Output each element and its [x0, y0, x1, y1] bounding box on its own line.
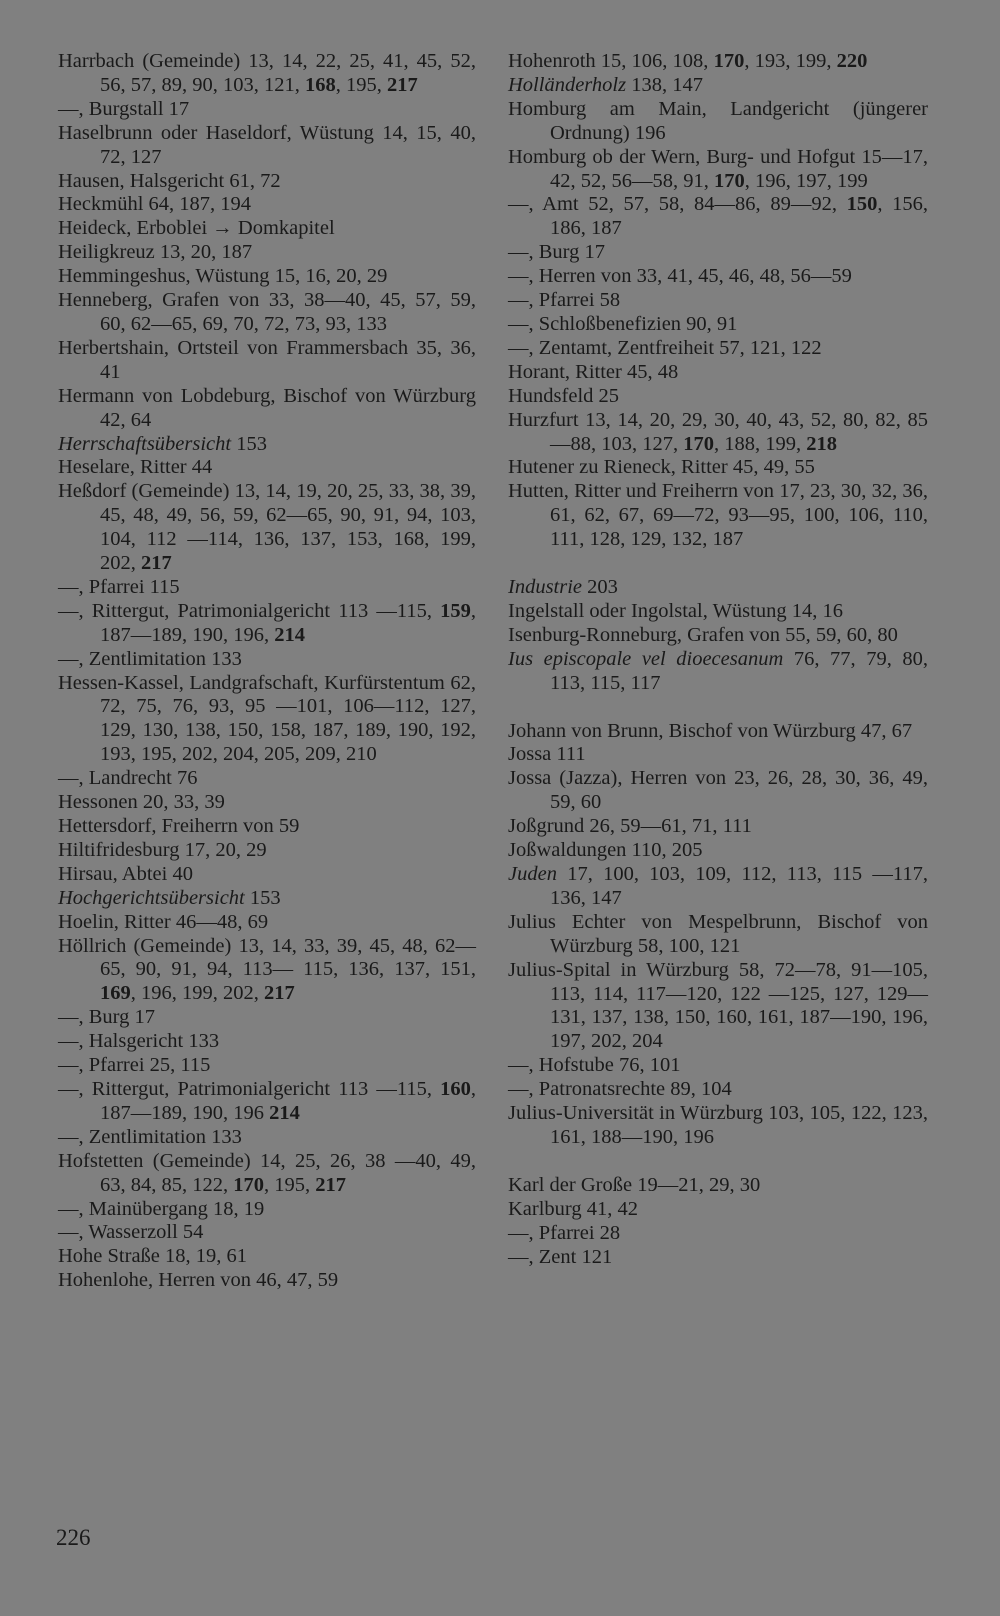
- entry-text: Haselbrunn oder Haseldorf, Wüstung 14, 15, 40, 72, 127: [58, 121, 476, 168]
- entry-text: Hausen, Halsgericht 61, 72: [58, 169, 281, 192]
- entry-text: , 188, 199,: [714, 432, 807, 455]
- entry-text: Isenburg-Ronneburg, Grafen von 55, 59, 60, 80: [508, 623, 898, 646]
- bold-page-ref: 218: [806, 432, 837, 455]
- entry-text: Karl der Große 19—21, 29, 30: [508, 1173, 761, 1196]
- entry-text: —, Landrecht 76: [58, 767, 198, 790]
- entry-text: —, Zentamt, Zentfreiheit 57, 121, 122: [508, 336, 822, 359]
- index-entry: [58, 1126, 476, 1150]
- index-entry: [58, 98, 476, 122]
- index-entry: [58, 289, 476, 337]
- entry-text: , 196, 197, 199: [744, 169, 868, 192]
- letter-section-gap: [508, 552, 928, 576]
- index-entry: [58, 1221, 476, 1245]
- index-entry: [508, 720, 928, 744]
- index-entry: [508, 648, 928, 696]
- index-entry: [58, 433, 476, 457]
- index-entry: [508, 265, 928, 289]
- entry-text: —, Pfarrei 58: [508, 289, 621, 312]
- entry-text: 76, 77, 79, 80, 113, 115, 117: [550, 647, 929, 694]
- bold-page-ref: 168: [305, 73, 336, 96]
- index-entry: [508, 839, 928, 863]
- entry-text: , 195,: [335, 73, 387, 96]
- entry-text: , 156, 186, 187: [550, 193, 928, 240]
- index-entry: [58, 767, 476, 791]
- entry-text: —, Schloßbenefizien 90, 91: [508, 312, 738, 335]
- entry-text: Heideck, Erboblei → Domkapitel: [58, 217, 335, 240]
- entry-text: Horant, Ritter 45, 48: [508, 360, 679, 383]
- entry-text: —, Halsgericht 133: [58, 1030, 220, 1053]
- entry-text: Joßwaldungen 110, 205: [508, 839, 703, 862]
- letter-section-gap: [508, 1150, 928, 1174]
- entry-text: Hettersdorf, Freiherrn von 59: [58, 815, 300, 837]
- entry-text: —, Rittergut, Patrimonialgericht 113 —115,: [58, 599, 441, 622]
- entry-text: —, Burgstall 17: [58, 97, 190, 120]
- index-entry: [508, 456, 928, 480]
- letter-section-gap: [508, 696, 928, 720]
- bold-page-ref: 150: [846, 193, 878, 216]
- entry-text: Hundsfeld 25: [508, 384, 620, 407]
- index-entry: [58, 672, 476, 768]
- entry-text: —, Herren von 33, 41, 45, 46, 48, 56—59: [508, 265, 852, 288]
- index-entry: [58, 122, 476, 170]
- index-entry: [508, 241, 928, 265]
- entry-text: Julius-Universität in Würzburg 103, 105, 122, 123, 161, 188—190, 196: [508, 1102, 928, 1148]
- entry-text: Hohe Straße 18, 19, 61: [58, 1245, 248, 1268]
- index-entry: [508, 1054, 928, 1078]
- entry-text: —, Burg 17: [58, 1006, 156, 1029]
- index-entry: [58, 815, 476, 839]
- index-entry: [58, 648, 476, 672]
- entry-text: —, Burg 17: [508, 241, 606, 264]
- index-entry: [508, 863, 928, 911]
- index-entry: [58, 1030, 476, 1054]
- entry-text: Hutener zu Rieneck, Ritter 45, 49, 55: [508, 456, 815, 479]
- index-entry: [58, 576, 476, 600]
- entry-text: —, Pfarrei 25, 115: [58, 1054, 211, 1077]
- index-entry: [508, 337, 928, 361]
- entry-text: Hofstetten (Gemeinde) 14, 25, 26, 38 —40, 49, 63, 84, 85, 122,: [58, 1149, 476, 1196]
- entry-text: Heßdorf (Gemeinde) 13, 14, 19, 20, 25, 33, 38, 39, 45, 48, 49, 56, 59, 62—65, 90, 91, 94, 103, 104, 112 —114, 136, 137, 153, 168, 199, 202,: [58, 480, 476, 575]
- entry-text: —, Pfarrei 28: [508, 1221, 621, 1244]
- entry-text: Heselare, Ritter 44: [58, 456, 213, 479]
- index-entry: [508, 1198, 928, 1222]
- entry-text: —, Amt 52, 57, 58, 84—86, 89—92,: [508, 193, 847, 216]
- entry-text: —, Rittergut, Patrimonialgericht 113 —115,: [58, 1077, 441, 1100]
- entry-text: 153: [231, 432, 267, 455]
- entry-text: Heckmühl 64, 187, 194: [58, 193, 252, 216]
- bold-page-ref: 170: [683, 432, 714, 455]
- entry-text: —, Mainübergang 18, 19: [58, 1197, 265, 1220]
- entry-text: —, Zentlimitation 133: [58, 647, 242, 670]
- entry-text: —, Pfarrei 115: [58, 575, 180, 598]
- index-entry: [58, 1054, 476, 1078]
- entry-text: —, Patronatsrechte 89, 104: [508, 1078, 732, 1101]
- entry-text: 153: [244, 886, 281, 909]
- italic-keyword: Industrie: [508, 576, 583, 599]
- index-entry: [508, 409, 928, 457]
- index-entry: [508, 600, 928, 624]
- entry-text: Henneberg, Grafen von 33, 38—40, 45, 57, 59, 60, 62—65, 69, 70, 72, 73, 93, 133: [58, 289, 476, 335]
- bold-page-ref: 170: [233, 1173, 264, 1196]
- entry-text: , 196, 199, 202,: [130, 982, 264, 1005]
- bold-page-ref: 214: [274, 623, 305, 646]
- entry-text: Hiltifridesburg 17, 20, 29: [58, 838, 267, 861]
- entry-text: Hurzfurt 13, 14, 20, 29, 30, 40, 43, 52, 80, 82, 85—88, 103, 127,: [508, 408, 928, 455]
- index-entry: [508, 1102, 928, 1150]
- entry-text: , 193, 199,: [744, 50, 837, 72]
- index-entry: [58, 337, 476, 385]
- entry-text: Hemmingeshus, Wüstung 15, 16, 20, 29: [58, 265, 388, 288]
- index-entry: [58, 1078, 476, 1126]
- index-entry: [58, 839, 476, 863]
- index-column-left: [58, 50, 476, 1293]
- index-entry: [58, 1245, 476, 1269]
- entry-text: Jossa 111: [508, 743, 586, 766]
- index-entry: [58, 1269, 476, 1293]
- bold-page-ref: 169: [100, 982, 131, 1005]
- index-entry: [508, 1222, 928, 1246]
- index-entry: [58, 217, 476, 241]
- entry-text: Hoelin, Ritter 46—48, 69: [58, 910, 269, 933]
- bold-page-ref: 170: [713, 50, 745, 72]
- index-entry: [508, 1078, 928, 1102]
- index-entry: [58, 170, 476, 194]
- entry-text: , 187—189, 190, 196: [100, 1077, 476, 1124]
- entry-text: Johann von Brunn, Bischof von Würzburg 47, 67: [508, 719, 913, 742]
- entry-text: 17, 100, 103, 109, 112, 113, 115 —117, 136, 147: [550, 863, 928, 909]
- entry-text: —, Zent 121: [508, 1245, 613, 1268]
- index-entry: [508, 1174, 928, 1198]
- entry-text: Hirsau, Abtei 40: [58, 862, 193, 885]
- index-entry: [508, 146, 928, 194]
- italic-keyword: Ius episcopale vel dioecesanum: [508, 647, 784, 670]
- entry-text: —, Zentlimitation 133: [58, 1125, 242, 1148]
- entry-text: , 187—189, 190, 196,: [100, 599, 476, 646]
- entry-text: Ingelstall oder Ingolstal, Wüstung 14, 16: [508, 599, 843, 622]
- bold-page-ref: 160: [440, 1077, 471, 1100]
- index-entry: [58, 1198, 476, 1222]
- bold-page-ref: 217: [264, 982, 295, 1005]
- index-entry: [58, 385, 476, 433]
- entry-text: Hohenroth 15, 106, 108,: [508, 50, 714, 72]
- index-entry: [58, 456, 476, 480]
- index-entry: [508, 576, 928, 600]
- entry-text: Höllrich (Gemeinde) 13, 14, 33, 39, 45, 48, 62—65, 90, 91, 94, 113— 115, 136, 137, 151,: [58, 934, 476, 981]
- entry-text: Joßgrund 26, 59—61, 71, 111: [508, 815, 752, 838]
- index-entry: [58, 600, 476, 648]
- entry-text: Hermann von Lobdeburg, Bischof von Würzburg 42, 64: [58, 384, 476, 431]
- index-entry: [508, 385, 928, 409]
- entry-text: Harrbach (Gemeinde) 13, 14, 22, 25, 41, 45, 52, 56, 57, 89, 90, 103, 121,: [58, 50, 476, 96]
- entry-text: Hohenlohe, Herren von 46, 47, 59: [58, 1269, 339, 1292]
- index-entry: [508, 480, 928, 552]
- entry-text: Karlburg 41, 42: [508, 1197, 639, 1220]
- index-entry: [508, 1246, 928, 1270]
- index-entry: [508, 313, 928, 337]
- bold-page-ref: 217: [387, 73, 418, 96]
- index-entry: [508, 193, 928, 241]
- entry-text: Hutten, Ritter und Freiherrn von 17, 23, 30, 32, 36, 61, 62, 67, 69—72, 93—95, 100, 106, 110, 111, 128, 129, 132, 187: [508, 480, 928, 551]
- entry-text: Julius-Spital in Würzburg 58, 72—78, 91—105, 113, 114, 117—120, 122 —125, 127, 129—131, 137, 138, 150, 160, 161, 187—190, 196, 197, 202, 204: [508, 958, 928, 1053]
- italic-keyword: Hochgerichtsübersicht: [58, 886, 245, 909]
- bold-page-ref: 220: [836, 50, 868, 72]
- index-entry: [58, 791, 476, 815]
- bold-page-ref: 217: [315, 1173, 346, 1196]
- bold-page-ref: 170: [714, 169, 745, 192]
- index-entry: [58, 911, 476, 935]
- index-entry: [508, 74, 928, 98]
- index-entry: [508, 743, 928, 767]
- index-entry: [508, 98, 928, 146]
- entry-text: 203: [582, 576, 618, 599]
- index-entry: [508, 815, 928, 839]
- index-entry: [58, 1150, 476, 1198]
- index-entry: [58, 887, 476, 911]
- entry-text: —, Hofstube 76, 101: [508, 1054, 681, 1077]
- index-entry: [58, 193, 476, 217]
- bold-page-ref: 214: [269, 1101, 300, 1124]
- italic-keyword: Juden: [508, 863, 557, 885]
- entry-text: 138, 147: [626, 73, 703, 96]
- index-entry: [508, 959, 928, 1055]
- index-entry: [58, 241, 476, 265]
- index-column-right: [508, 50, 928, 1270]
- index-entry: [508, 361, 928, 385]
- index-entry: [508, 50, 928, 74]
- index-entry: [58, 1006, 476, 1030]
- bold-page-ref: 217: [141, 552, 172, 575]
- entry-text: , 195,: [264, 1173, 316, 1196]
- entry-text: Herbertshain, Ortsteil von Frammersbach 35, 36, 41: [58, 336, 476, 383]
- page-number: 226: [56, 1525, 91, 1550]
- entry-text: Julius Echter von Mespelbrunn, Bischof von Würzburg 58, 100, 121: [508, 910, 928, 957]
- entry-text: Homburg ob der Wern, Burg- und Hofgut 15—17, 42, 52, 56—58, 91,: [508, 145, 928, 192]
- bold-page-ref: 159: [440, 599, 471, 622]
- entry-text: Jossa (Jazza), Herren von 23, 26, 28, 30, 36, 49, 59, 60: [508, 767, 928, 814]
- italic-keyword: Holländerholz: [508, 73, 627, 96]
- index-entry: [58, 863, 476, 887]
- index-entry: [58, 50, 476, 98]
- index-entry: [508, 767, 928, 815]
- index-entry: [58, 935, 476, 1007]
- entry-text: Homburg am Main, Landgericht (jüngerer Ordnung) 196: [508, 97, 928, 144]
- entry-text: Heiligkreuz 13, 20, 187: [58, 241, 253, 264]
- index-entry: [508, 911, 928, 959]
- entry-text: —, Wasserzoll 54: [58, 1221, 204, 1244]
- entry-text: Hessonen 20, 33, 39: [58, 791, 225, 814]
- index-entry: [58, 480, 476, 576]
- index-entry: [508, 624, 928, 648]
- italic-keyword: Herrschaftsübersicht: [58, 432, 232, 455]
- entry-text: Hessen-Kassel, Landgrafschaft, Kurfürstentum 62, 72, 75, 76, 93, 95 —101, 106—112, 127, 129, 130, 138, 150, 158, 187, 189, 190, 192, 193, 195, 202, 204, 205, 209, 210: [58, 671, 476, 766]
- index-entry: [58, 265, 476, 289]
- index-entry: [508, 289, 928, 313]
